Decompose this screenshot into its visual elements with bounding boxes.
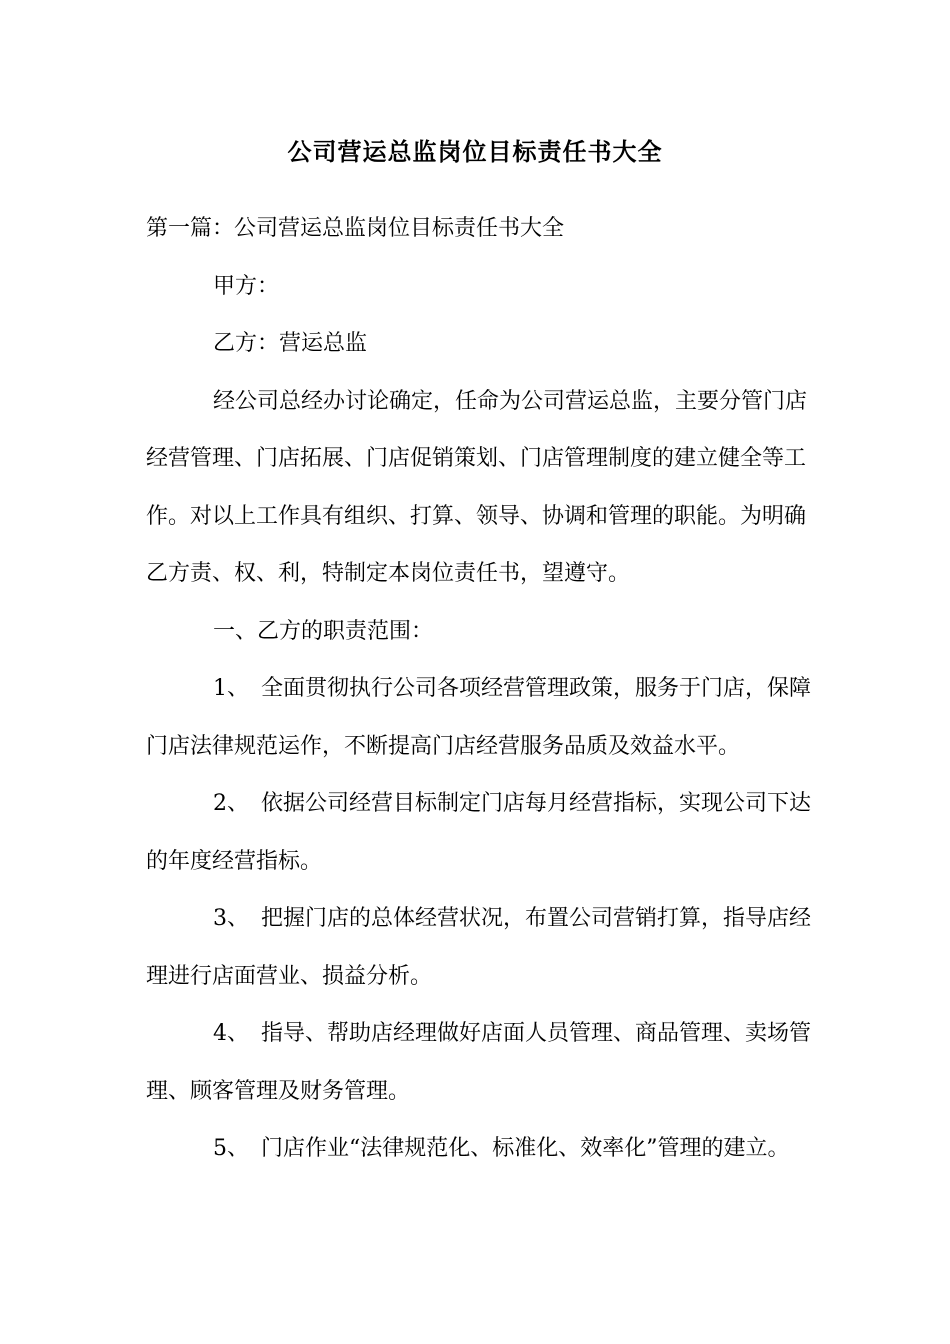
list-item-text: 门店作业“法律规范化、标准化、效率化”管理的建立。	[261, 1136, 790, 1161]
list-item	[146, 660, 822, 775]
list-item-number: 4、	[213, 1021, 249, 1046]
list-item-number: 3、	[213, 906, 249, 931]
party-a-line: 甲方：	[213, 273, 280, 299]
list-item-text: 指导、帮助店经理做好店面人员管理、商品管理、卖场管理、顾客管理及财务管理。	[146, 1021, 812, 1104]
document-title: 公司营运总监岗位目标责任书大全	[287, 137, 663, 166]
section-heading: 一、乙方的职责范围：	[213, 618, 434, 644]
document-body	[146, 200, 822, 1178]
list-item	[146, 775, 822, 890]
list-item	[146, 1120, 822, 1178]
list-item-number: 5、	[213, 1136, 249, 1161]
list-item	[146, 1005, 822, 1120]
list-item-number: 1、	[213, 676, 249, 701]
party-b-line: 乙方：营运总监	[213, 331, 368, 356]
intro-paragraph: 经公司总经办讨论确定，任命为公司营运总监，主要分管门店经营管理、门店拓展、门店促销策划、门店管理制度的建立健全等工作。对以上工作具有组织、打算、领导、协调和管理的职能。为明确乙方责、权、利，特制定本岗位责任书，望遵守。	[146, 388, 808, 586]
list-item-number: 2、	[213, 791, 249, 816]
list-item-text: 把握门店的总体经营状况，布置公司营销打算，指导店经理进行店面营业、损益分析。	[146, 906, 812, 989]
list-item	[146, 890, 822, 1005]
list-item-text: 依据公司经营目标制定门店每月经营指标，实现公司下达的年度经营指标。	[146, 791, 812, 874]
chapter-heading: 第一篇：公司营运总监岗位目标责任书大全	[146, 216, 565, 241]
list-item-text: 全面贯彻执行公司各项经营管理政策，服务于门店，保障门店法律规范运作，不断提高门店经营服务品质及效益水平。	[146, 676, 812, 759]
